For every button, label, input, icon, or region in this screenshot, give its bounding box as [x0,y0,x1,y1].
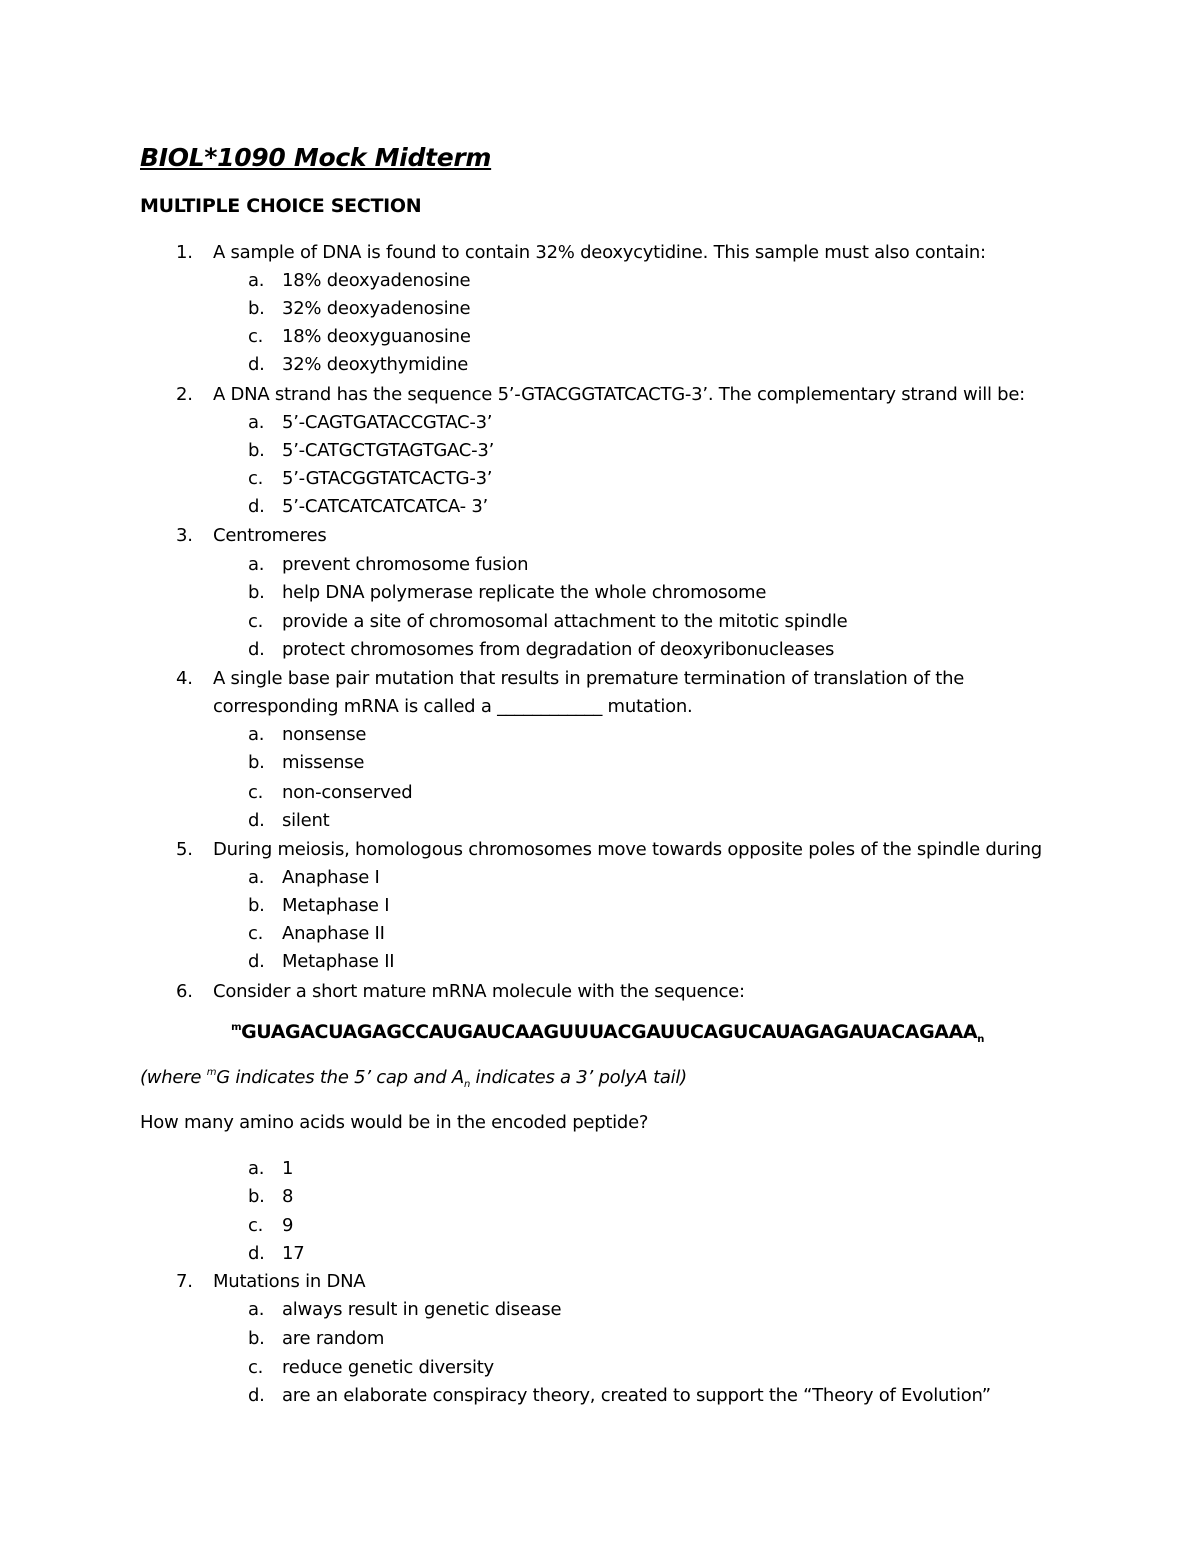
option-text: 5’-CATGCTGTAGTGAC-3’ [282,440,495,461]
option-text: Metaphase I [282,895,390,916]
answer-option [248,1356,1048,1380]
option-text: 9 [282,1215,294,1236]
option-label: a. [248,724,265,745]
question-5 [176,838,1136,862]
option-label: b. [248,298,265,319]
question-number: 3. [176,525,193,546]
option-label: a. [248,1158,265,1179]
answer-option [248,495,1048,519]
answer-option [248,809,1048,833]
answer-option [248,751,1048,775]
answer-option [248,638,1048,662]
option-text: silent [282,810,330,831]
question-text-line-2: corresponding mRNA is called a ____________ mutation. [213,696,693,717]
sequence-body: GUAGACUAGAGCCAUGAUCAAGUUUACGAUUCAGUCAUAGAGAUACAGAAA [241,1021,978,1043]
option-text: 8 [282,1186,294,1207]
option-label: b. [248,440,265,461]
option-label: b. [248,1328,265,1349]
answer-option [248,1384,1148,1408]
answer-option [248,781,1048,805]
answer-option [248,922,1048,946]
option-label: a. [248,1299,265,1320]
option-label: d. [248,1385,265,1406]
question-text: A sample of DNA is found to contain 32% deoxycytidine. This sample must also contain: [213,242,986,263]
option-text: Metaphase II [282,951,395,972]
option-label: c. [248,1215,264,1236]
option-text: 18% deoxyadenosine [282,270,471,291]
option-label: d. [248,354,265,375]
question-7 [176,1270,1076,1294]
answer-option [248,1298,1048,1322]
option-label: d. [248,639,265,660]
option-label: b. [248,752,265,773]
option-text: 5’-CATCATCATCATCA- 3’ [282,496,488,517]
answer-option [248,1327,1048,1351]
question-text: Consider a short mature mRNA molecule with the sequence: [213,981,745,1002]
option-label: d. [248,1243,265,1264]
question-6 [176,980,1076,1004]
option-label: a. [248,867,265,888]
option-label: a. [248,554,265,575]
option-text: are an elaborate conspiracy theory, created to support the “Theory of Evolution” [282,1385,991,1406]
answer-option [248,894,1048,918]
answer-option [248,1214,1048,1238]
question-1 [176,241,1076,265]
answer-option [248,581,1048,605]
option-text: non-conserved [282,782,413,803]
mrna-sequence [0,1021,1200,1045]
answer-option [248,553,1048,577]
question-prompt: How many amino acids would be in the encoded peptide? [140,1112,649,1133]
option-label: b. [248,895,265,916]
option-label: a. [248,412,265,433]
note-text: G indicates the 5’ cap and A [216,1067,464,1088]
answer-option [248,610,1048,634]
answer-option [248,1185,1048,1209]
option-text: Anaphase II [282,923,385,944]
option-label: d. [248,810,265,831]
sequence-note [140,1067,687,1090]
option-text: 18% deoxyguanosine [282,326,471,347]
option-text: protect chromosomes from degradation of deoxyribonucleases [282,639,835,660]
question-number: 4. [176,668,193,689]
option-text: 32% deoxyadenosine [282,298,471,319]
answer-option [248,467,1048,491]
option-label: c. [248,923,264,944]
option-label: d. [248,496,265,517]
option-label: c. [248,782,264,803]
note-superscript: m [206,1067,217,1078]
option-text: missense [282,752,365,773]
answer-option [248,353,1048,377]
option-label: d. [248,951,265,972]
option-text: 1 [282,1158,294,1179]
question-2 [176,383,1076,407]
question-text: Mutations in DNA [213,1271,366,1292]
question-text: A DNA strand has the sequence 5’-GTACGGTATCACTG-3’. The complementary strand will be: [213,384,1025,405]
option-text: provide a site of chromosomal attachment to the mitotic spindle [282,611,848,632]
option-label: a. [248,270,265,291]
question-4-continued [176,695,1076,719]
question-number: 6. [176,981,193,1002]
question-text: During meiosis, homologous chromosomes move towards opposite poles of the spindle during [213,839,1042,860]
answer-option [248,325,1048,349]
question-number: 1. [176,242,193,263]
question-number: 5. [176,839,193,860]
option-label: c. [248,1357,264,1378]
cap-superscript: m [231,1022,242,1033]
option-label: c. [248,611,264,632]
answer-option [248,297,1048,321]
tail-subscript: n [977,1034,984,1045]
question-number: 7. [176,1271,193,1292]
option-label: b. [248,1186,265,1207]
answer-option [248,723,1048,747]
option-text: prevent chromosome fusion [282,554,529,575]
option-text: Anaphase I [282,867,380,888]
answer-option [248,269,1048,293]
document-title: BIOL*1090 Mock Midterm [140,143,492,172]
option-text: 32% deoxythymidine [282,354,469,375]
option-text: always result in genetic disease [282,1299,562,1320]
option-text: 17 [282,1243,305,1264]
answer-option [248,439,1048,463]
option-label: c. [248,326,264,347]
answer-option [248,411,1048,435]
option-text: nonsense [282,724,367,745]
answer-option [248,866,1048,890]
question-number: 2. [176,384,193,405]
option-text: 5’-CAGTGATACCGTAC-3’ [282,412,493,433]
answer-option [248,950,1048,974]
option-text: reduce genetic diversity [282,1357,494,1378]
section-heading: MULTIPLE CHOICE SECTION [140,195,422,217]
answer-option [248,1242,1048,1266]
note-subscript: n [463,1079,471,1090]
option-text: help DNA polymerase replicate the whole chromosome [282,582,767,603]
option-text: are random [282,1328,385,1349]
note-text: (where [140,1067,207,1088]
option-label: c. [248,468,264,489]
question-4 [176,667,1076,691]
question-text: Centromeres [213,525,327,546]
option-text: 5’-GTACGGTATCACTG-3’ [282,468,493,489]
option-label: b. [248,582,265,603]
question-text: A single base pair mutation that results in premature termination of translation of the [213,668,965,689]
note-text: indicates a 3’ polyA tail) [470,1067,687,1088]
question-3 [176,524,1076,548]
answer-option [248,1157,1048,1181]
